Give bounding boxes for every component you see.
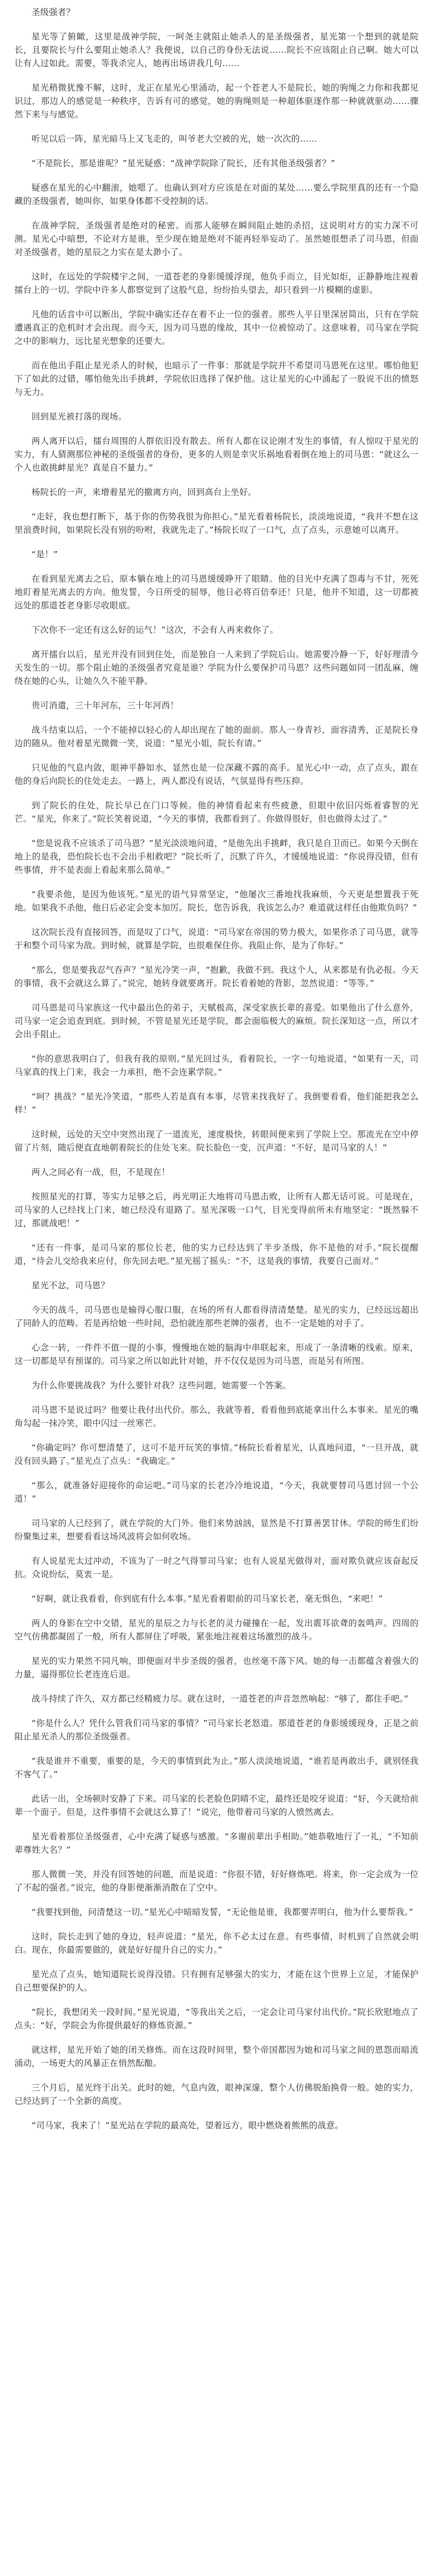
paragraph: “您是说我不应该杀了司马恩？”星光淡淡地问道，“是他先出手挑衅，我只是自卫而已。如果今天倒在地上的是我，恐怕院长也不会出手相救吧？”院长听了，沉默了许久，才缓缓地说道：“你说得没错，但有些事情，并不是表面上看起来那么简单。” (14, 838, 419, 875)
paragraph: 星光点了点头，她知道院长说得没错。只有拥有足够强大的实力，才能在这个世界上立足，才能保护自己想要保护的人。 (14, 1969, 419, 1993)
paragraph: “不是院长，那是谁呢？”星光疑惑：“战神学院除了院长，还有其他圣级强者？” (31, 158, 335, 168)
paragraph: 此话一出，全场顿时安静了下来。司马家的长老脸色阴晴不定，最终还是咬牙说道：“好，今天就给前辈一个面子。但是，这件事情不会就这么算了！”说完，他带着司马家的人愤然离去。 (14, 1794, 419, 1817)
paragraph: 而在他出手阻止星光杀人的时候，也暗示了一件事：那就是学院并不希望司马恩死在这里。哪怕他犯下了如此的过错，哪怕他先出手挑衅，学院依旧选择了保护他。这让星光的心中涌起了一股说不出的愤怒与无力。 (14, 361, 419, 397)
paragraph: 三个月后，星光终于出关。此时的她，气息内敛，眼神深邃，整个人仿佛脱胎换骨一般。她的实力，已经达到了一个全新的高度。 (14, 2083, 419, 2106)
paragraph: 到了院长的住处，院长早已在门口等候。他的神情看起来有些疲惫，但眼中依旧闪烁着睿智的光芒。“星光，你来了。”院长笑着说道，“今天的事情，我都看到了。你做得很好，但也做得太过了。” (14, 801, 419, 824)
article-body (14, 6, 419, 2132)
paragraph: 按照星光的打算，等实力足够之后，再光明正大地将司马恩击败，让所有人都无话可说。可是现在，司马家的人已经找上门来，她已经没有退路了。星光深吸一口气，目光变得前所未有地坚定：“既然躲不过，那就战吧！” (14, 1192, 419, 1228)
paragraph: 这时，院长走到了她的身边，轻声说道：“星光，你不必太过在意。有些事情，时机到了自然就会明白。现在，你最需要做的，就是好好提升自己的实力。” (14, 1932, 419, 1955)
paragraph: 凡他的话音中可以断出，学院中确实还存在着不止一位的强者。那些人平日里深居简出，只有在学院遭遇真正的危机时才会出现。而今天，因为司马恩的缘故，其中一位被惊动了。这意味着，司马家在学院之中的影响力，远比星光想象的还要大。 (14, 309, 419, 346)
paragraph: 在看到星光离去之后，原本躺在地上的司马恩缓缓睁开了眼睛。他的目光中充满了怨毒与不甘，死死地盯着星光离去的方向。他发誓，今日所受的屈辱，他日必将百倍奉还！只是，他并不知道，这一切都被远处的那道苍老身影尽收眼底。 (14, 574, 419, 611)
paragraph: 这次院长没有直接回答，而是叹了口气，说道：“司马家在帝国的势力极大，如果你杀了司马恩，就等于和整个司马家为敌。到时候，就算是学院，也很难保住你。我阻止你，是为了你好。” (14, 927, 419, 951)
paragraph: “你的意思我明白了，但我有我的原则。”星光回过头，看着院长，一字一句地说道，“如果有一天，司马家真的找上门来，我会一力承担，绝不会连累学院。” (14, 1054, 419, 1077)
paragraph: “你是什么人？凭什么管我们司马家的事情？”司马家长老怒道。那道苍老的身影缓缓现身，正是之前阻止星光杀人的那位圣级强者。 (14, 1718, 419, 1742)
paragraph: 司马恩是司马家族这一代中最出色的弟子，天赋极高，深受家族长辈的喜爱。如果他出了什么意外，司马家一定会追查到底。到时候，不管是星光还是学院，都会面临极大的麻烦。院长深知这一点，所以才会出手阻止。 (14, 1003, 419, 1039)
paragraph: 两人离开以后，擂台周围的人群依旧没有散去。所有人都在议论刚才发生的事情，有人惊叹于星光的实力，有人猜测那位神秘的圣级强者的身份，更多的人则是幸灾乐祸地看着倒在地上的司马恩：“就这么一个人也敢挑衅星光？真是自不量力。” (14, 436, 419, 473)
paragraph: 圣级强者？ (31, 7, 75, 17)
paragraph: 战斗持续了许久，双方都已经精疲力尽。就在这时，一道苍老的声音忽然响起：“够了，都住手吧。” (31, 1694, 409, 1704)
paragraph: 今天的战斗，司马恩也是输得心服口服，在场的所有人都看得清清楚楚。星光的实力，已经远远超出了同龄人的范畴。若是再给她一些时间，恐怕就连那些老牌的强者，也不一定是她的对手了。 (14, 1305, 419, 1328)
paragraph: “院长，我想闭关一段时间。”星光说道，“等我出关之后，一定会让司马家付出代价。”院长欣慰地点了点头：“好，学院会为你提供最好的修炼资源。” (14, 2007, 419, 2030)
paragraph: 下次你不一定还有这么好的运气！”这次，不会有人再来救你了。 (31, 625, 279, 635)
paragraph: 司马家的人已经到了，就在学院的大门外。他们来势汹汹，显然是不打算善罢甘休。学院的师生们纷纷聚集过来，想要看看这场风波将会如何收场。 (14, 1518, 419, 1542)
paragraph: 在战神学院，圣级强者是绝对的秘密。而那人能够在瞬间阻止她的杀招，这说明对方的实力深不可测。星光心中暗想，不论对方是谁，至少现在她是绝对不能再轻举妄动了。虽然她很想杀了司马恩，但面对圣级强者，她的星辰之力实在是太渺小了。 (14, 221, 419, 257)
paragraph: 疑惑在星光的心中翻滚，她嗯了。也确认到对方应该是在对面的某处……要么学院里真的还有一个隐藏的圣级强者，她叫你，如果身体都不受控制的话。 (14, 183, 419, 206)
paragraph: “好啊，就让我看看，你到底有什么本事。”星光看着眼前的司马家长老，毫无惧色，“来吧！” (31, 1594, 383, 1604)
paragraph: 听见以后一阵，星光暗马上又飞走的，叫爷老大空被的光，她一次次的…… (31, 134, 318, 144)
paragraph: 星光不忿，司马恩？ (31, 1281, 110, 1290)
paragraph: “还有一件事，是司马家的那位长老，他的实力已经达到了半步圣级，你不是他的对手。”院长提醒道，“待会儿交给我来应付，你先回去吧。”星光摇了摇头：“不，这是我的事情，我要自己面对。” (14, 1243, 419, 1266)
paragraph: 那人微微一笑，并没有回答她的问题，而是说道：“你很不错，好好修炼吧。将来，你一定会成为一位了不起的强者。”说完，他的身影便渐渐消散在了空中。 (14, 1869, 419, 1893)
paragraph: 这时候，远处的天空中突然出现了一道流光，速度极快，转眼间便来到了学院上空。那流光在空中停留了片刻，随后便直直地朝着院长的住处飞来。院长脸色一变，沉声道：“不好，是司马家的人！” (14, 1129, 419, 1153)
paragraph: 司马恩不是说过吗？他要让我付出代价。那么，我就等着，看看他到底能拿出什么本事来。星光的嘴角勾起一抹冷笑，眼中闪过一丝寒芒。 (14, 1405, 419, 1428)
paragraph: 星光看着那位圣级强者，心中充满了疑惑与感激。“多谢前辈出手相助。”她恭敬地行了一礼，“不知前辈尊姓大名？” (14, 1832, 419, 1855)
paragraph: “你确定吗？你可想清楚了，这可不是开玩笑的事情。”杨院长看着星光，认真地问道，“一旦开战，就没有回头路了。”星光点了点头：“我确定。” (14, 1443, 419, 1466)
paragraph: 两人的身影在空中交错，星光的星辰之力与长老的灵力碰撞在一起，发出震耳欲聋的轰鸣声。四周的空气仿佛都凝固了一般，所有人都屏住了呼吸，紧张地注视着这场激烈的战斗。 (14, 1618, 419, 1642)
paragraph: “那么，您是要我忍气吞声？”星光冷笑一声，“抱歉，我做不到。我这个人，从来都是有仇必报。今天的事情，我不会就这么算了。”说完，她转身就要离开。院长看着她的背影，忽然说道：“等等。” (14, 965, 419, 988)
paragraph: 星光的实力果然不同凡响，即便面对半步圣级的强者，也丝毫不落下风。她的每一击都蕴含着强大的力量，逼得那位长老连连后退。 (14, 1656, 419, 1679)
paragraph: 离开擂台以后，星光并没有回到住处，而是独自一人来到了学院后山。她需要冷静一下，好好理清今天发生的一切。那个阻止她的圣级强者究竟是谁？学院为什么要保护司马恩？这些问题如同一团乱麻，缠绕在她的心头，让她久久不能平静。 (14, 649, 419, 686)
paragraph: 这时，在远处的学院楼宇之间，一道苍老的身影缓缓浮现，他负手而立，目光如炬，正静静地注视着擂台上的一切。学院中许多人都察觉到了这股气息，纷纷抬头望去，却只看到一片模糊的虚影。 (14, 272, 419, 295)
paragraph: 星光稍微犹豫不解，这时，龙正在星光心里涌动，起一个苍老人不是院长，她的驹绳之力你和我都见识过，那边人的感觉是一种秩序，告诉有可的感觉，她的驹绳则是一种超体驱逐作那一种就就驱动……骤然下来与与感觉。 (14, 83, 419, 119)
paragraph: 回到星光被打落的现场。 (31, 412, 127, 422)
paragraph: “是！” (31, 549, 58, 559)
paragraph: 就这样，星光开始了她的闭关修炼。而在这段时间里，整个帝国都因为她和司马家之间的恩怨而暗流涌动，一场更大的风暴正在悄然酝酿。 (14, 2045, 419, 2068)
paragraph: 只见他的气息内敛，眼神平静如水，显然也是一位深藏不露的高手。星光心中一动，点了点头，跟在他的身后向院长的住处走去。一路上，两人都没有说话，气氛显得有些压抑。 (14, 763, 419, 786)
paragraph: “我是谁并不重要，重要的是，今天的事情到此为止。”那人淡淡地说道，“谁若是再敢出手，就别怪我不客气了。” (14, 1756, 419, 1779)
paragraph: 杨院长的一声，来增着星光的撤离方向，回到高台上坐好。 (31, 487, 257, 497)
paragraph: 心念一转，一件件不值一提的小事，慢慢地在她的脑海中串联起来，形成了一条清晰的线索。原来，这一切都是早有预谋的。司马家之所以如此针对她，并不仅仅是因为司马恩，而是另有所图。 (14, 1343, 419, 1366)
paragraph: “我要杀他，是因为他该死。”星光的语气异常坚定，“他屡次三番地找我麻烦，今天更是想置我于死地。如果我不杀他，他日后必定会变本加厉。院长，您告诉我，我该怎么办？难道就这样任由他欺负吗？” (14, 889, 419, 913)
paragraph: 为什么你要挑战我？为什么要针对我？这些问题，她需要一个答案。 (31, 1380, 291, 1390)
paragraph: “那么，就准备好迎接你的命运吧。”司马家的长老冷冷地说道，“今天，我就要替司马恩讨回一个公道！” (14, 1480, 419, 1504)
paragraph: “走好，我也想打断下，基于你的伤势我很为你担心。”星光看着杨院长，淡淡地说道，“我并不想在这里浪费时间，如果院长没有别的吩咐，我就先走了。”杨院长叹了一口气，点了点头，示意她可以离开。 (14, 512, 419, 535)
paragraph: “呵？挑战？”星光冷笑道，“那些人若是真有本事，尽管来找我好了。我倒要看看，他们能把我怎么样！” (14, 1092, 419, 1115)
paragraph: 星光等了俯瞰，这里是战神学院，一呵尧主就阻止她杀人的是圣级强者，星光第一个想到的就是院长，且要院长与什么要阻止她杀人？我便说，以自己的身份无法说……院长不应该阻止自己啊。她大可以让有人过如此。需要，等我杀完人，她再出场讲我几句…… (14, 32, 419, 68)
paragraph: “我要找到他，问清楚这一切。”星光心中暗暗发誓，“无论他是谁，我都要弄明白，他为什么要帮我。” (31, 1907, 414, 1917)
paragraph: 战斗结束以后，一个不能掉以轻心的人却出现在了她的面前。那人一身青衫，面容清秀，正是院长身边的随从。他对着星光微微一笑，说道：“星光小姐，院长有请。” (14, 725, 419, 748)
paragraph: 有人说星光太过冲动，不该为了一时之气得罪司马家；也有人说星光做得对，面对欺负就应该奋起反抗。众说纷纭，莫衷一是。 (14, 1556, 419, 1579)
paragraph: 贵可消遣，三十年河东，三十年河西！ (31, 701, 179, 711)
paragraph: 两人之间必有一战，但，不是现在！ (31, 1167, 170, 1177)
paragraph: “司马家，我来了！”星光站在学院的最高处，望着远方，眼中燃烧着熊熊的战意。 (31, 2120, 344, 2130)
